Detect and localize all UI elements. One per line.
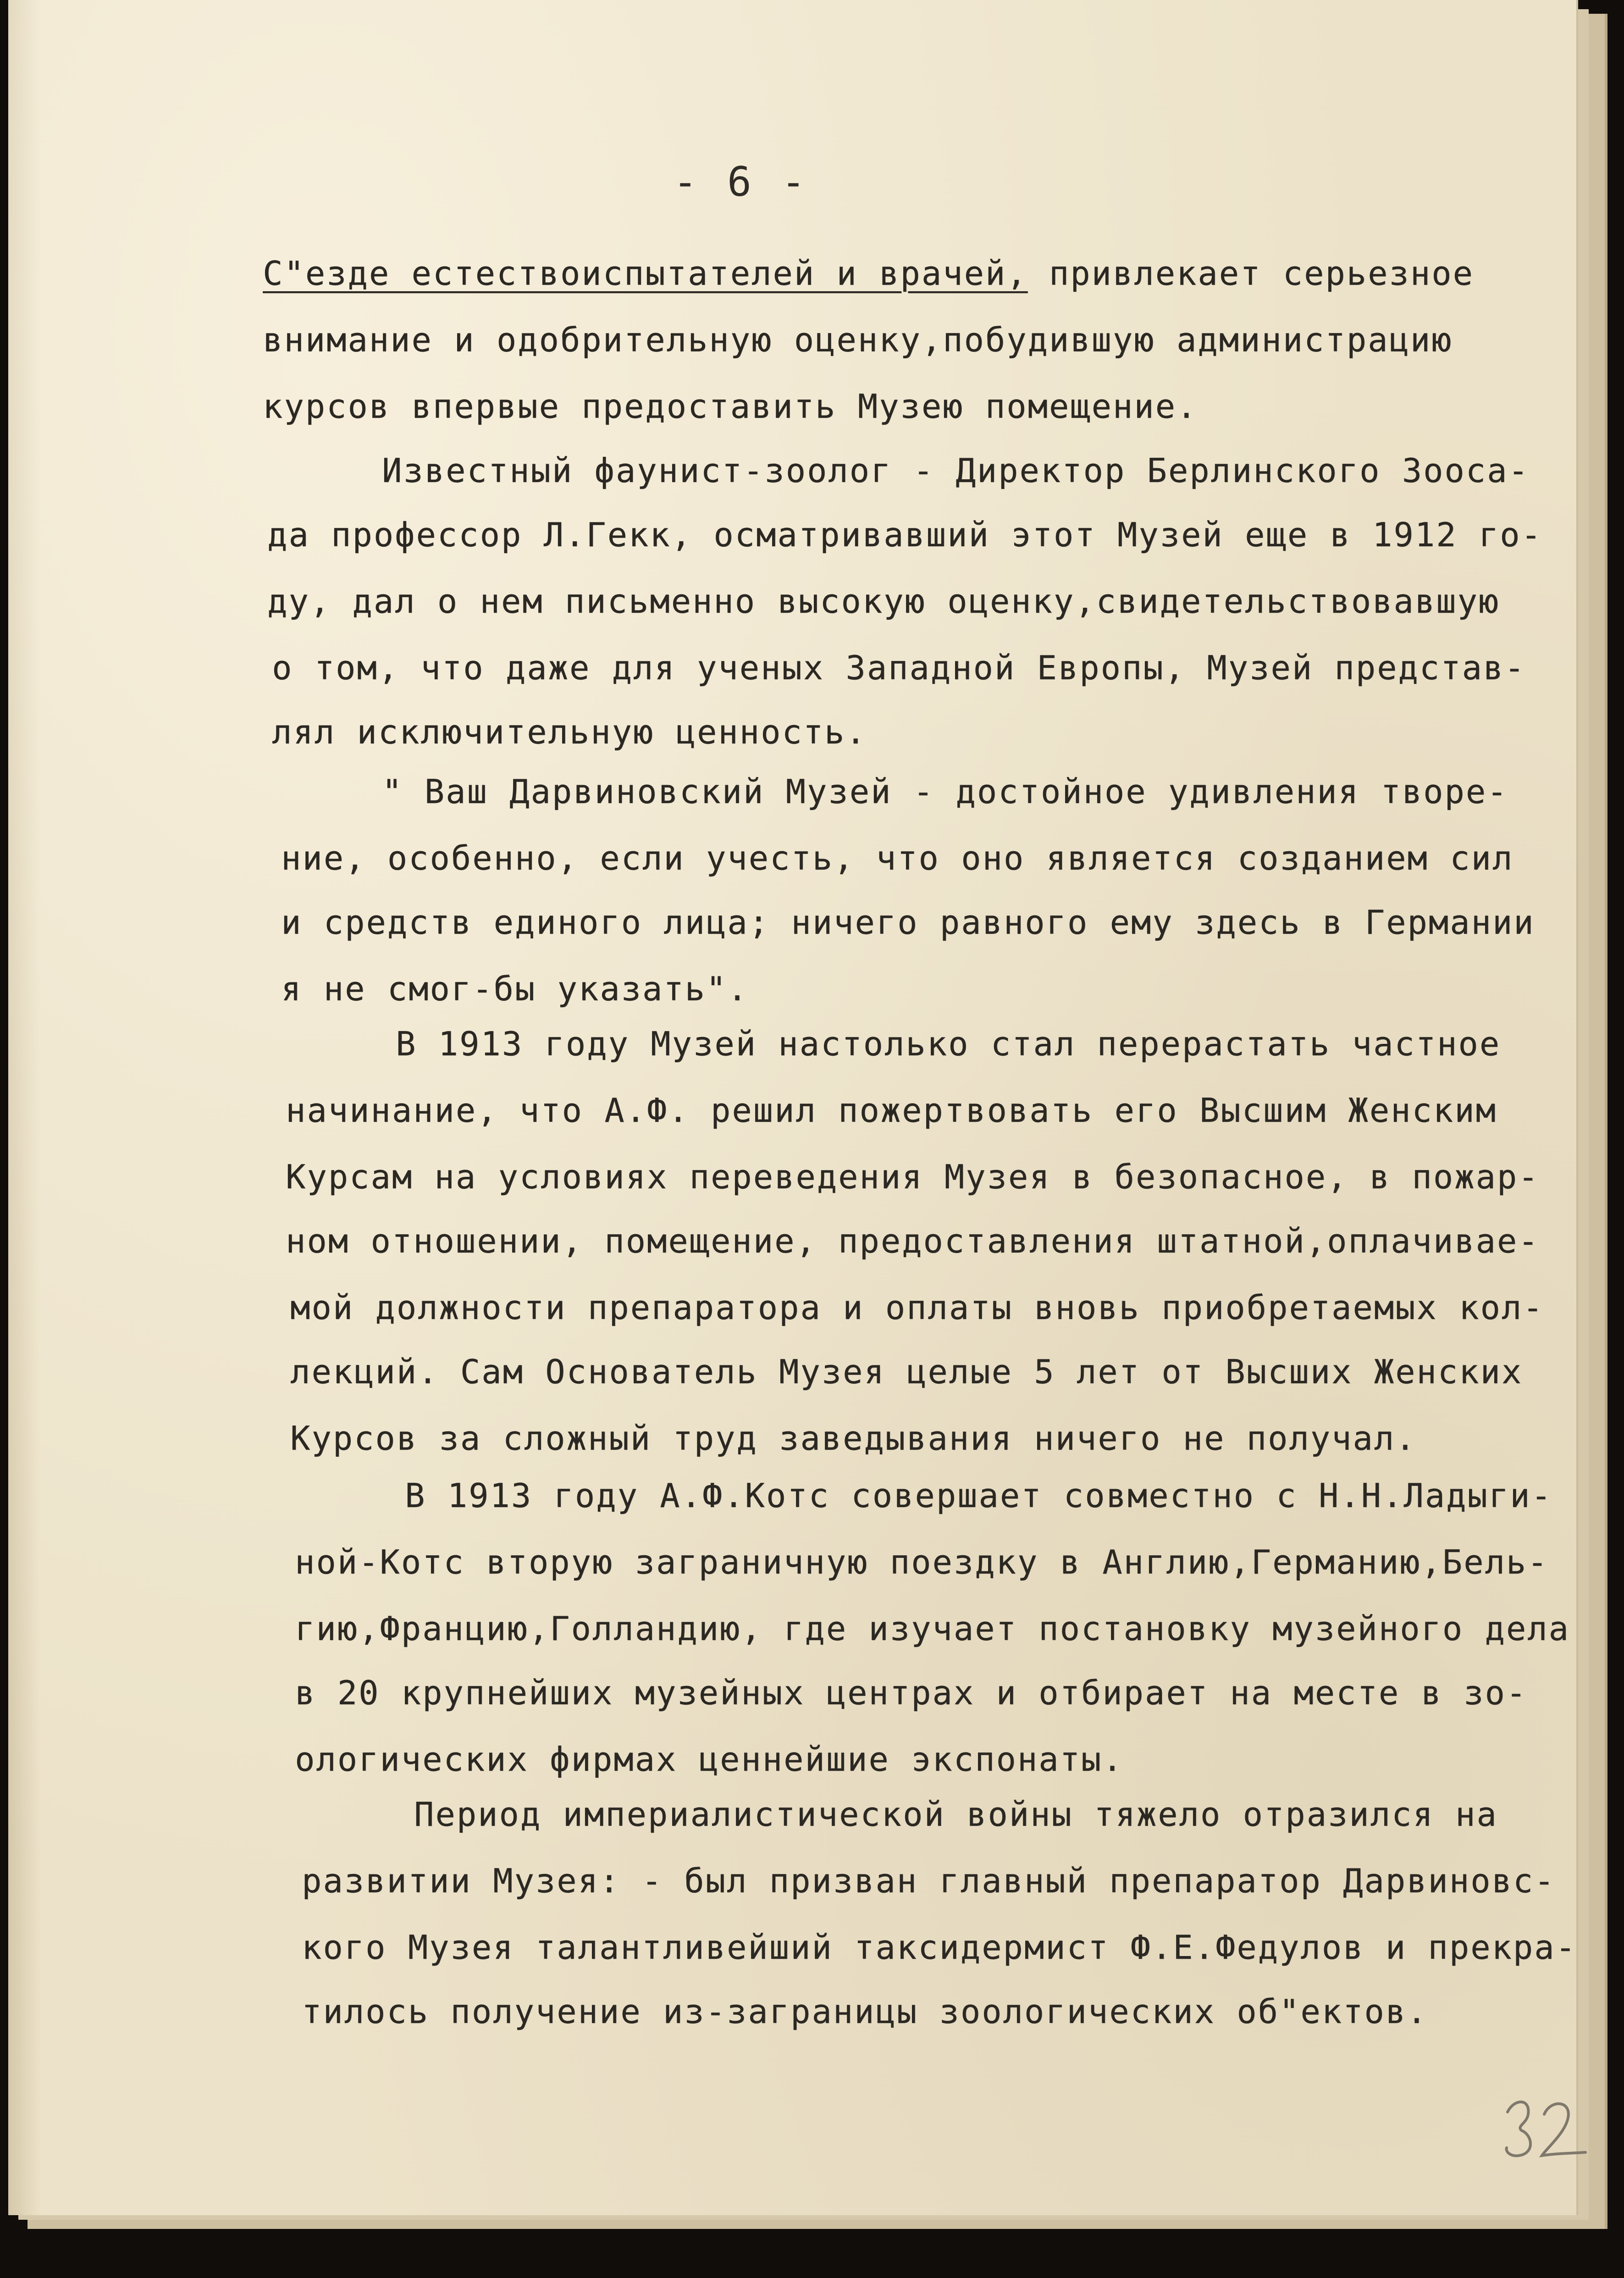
text-line: " Ваш Дарвиновский Музей - достойное удивления творе- — [382, 772, 1508, 811]
text-line: лял исключительную ценность. — [272, 713, 867, 751]
text-line — [263, 254, 1474, 293]
text-line: начинание, что А.Ф. решил пожертвовать его Высшим Женским — [286, 1091, 1497, 1130]
text-line: Курсам на условиях переведения Музея в безопасное, в пожар- — [286, 1158, 1540, 1196]
handwritten-folio-number — [1494, 2084, 1595, 2162]
text-line: Известный фаунист-зоолог - Директор Берлинского Зооса- — [382, 451, 1530, 490]
underlined-phrase: С"езде естествоиспытателей и врачей, — [263, 254, 1028, 293]
text-line: курсов впервые предоставить Музею помещение. — [263, 387, 1198, 426]
text-line: в 20 крупнейших музейных центрах и отбирает на месте в зо- — [295, 1674, 1528, 1712]
page-number: - 6 - — [673, 158, 808, 205]
text-line: да профессор Л.Гекк, осматривавший этот Музей еще в 1912 го- — [267, 515, 1542, 554]
text-line: В 1913 году А.Ф.Котс совершает совместно с Н.Н.Ладыги- — [405, 1476, 1552, 1515]
text-line: Курсов за сложный труд заведывания ничего не получал. — [290, 1419, 1417, 1458]
text-line: В 1913 году Музей настолько стал перерастать частное — [396, 1025, 1501, 1063]
text-line: и средств единого лица; ничего равного ему здесь в Германии — [281, 903, 1535, 942]
text-line: я не смог-бы указать". — [281, 970, 749, 1008]
text-line: Период империалистической войны тяжело отразился на — [414, 1795, 1498, 1834]
text-line: ду, дал о нем письменно высокую оценку,свидетельствовавшую — [267, 582, 1500, 621]
document-page — [8, 0, 1576, 2215]
text-line: мой должности препаратора и оплаты вновь приобретаемых кол- — [290, 1288, 1544, 1327]
text-line: ологических фирмах ценнейшие экспонаты. — [295, 1740, 1124, 1779]
text-line-rest: привлекает серьезное — [1027, 254, 1474, 293]
text-line: тилось получение из-заграницы зоологических об"ектов. — [302, 1992, 1428, 2031]
text-line: развитии Музея: - был призван главный препаратор Дарвиновс- — [302, 1862, 1556, 1900]
text-line: кого Музея талантливейший таксидермист Ф.Е.Федулов и прекра- — [302, 1928, 1577, 1967]
text-line: гию,Францию,Голландию, где изучает постановку музейного дела — [295, 1609, 1570, 1648]
text-line: лекций. Сам Основатель Музея целые 5 лет от Высших Женских — [290, 1352, 1523, 1391]
typed-text-block — [8, 0, 1576, 2215]
text-line: внимание и одобрительную оценку,побудившую администрацию — [263, 321, 1453, 359]
text-line: ние, особенно, если учесть, что оно является созданием сил — [281, 839, 1514, 877]
text-line: ном отношении, помещение, предоставления штатной,оплачивае- — [286, 1222, 1540, 1260]
text-line: ной-Котс вторую заграничную поездку в Англию,Германию,Бель- — [295, 1543, 1549, 1581]
text-line: о том, что даже для ученых Западной Европы, Музей представ- — [272, 648, 1526, 687]
